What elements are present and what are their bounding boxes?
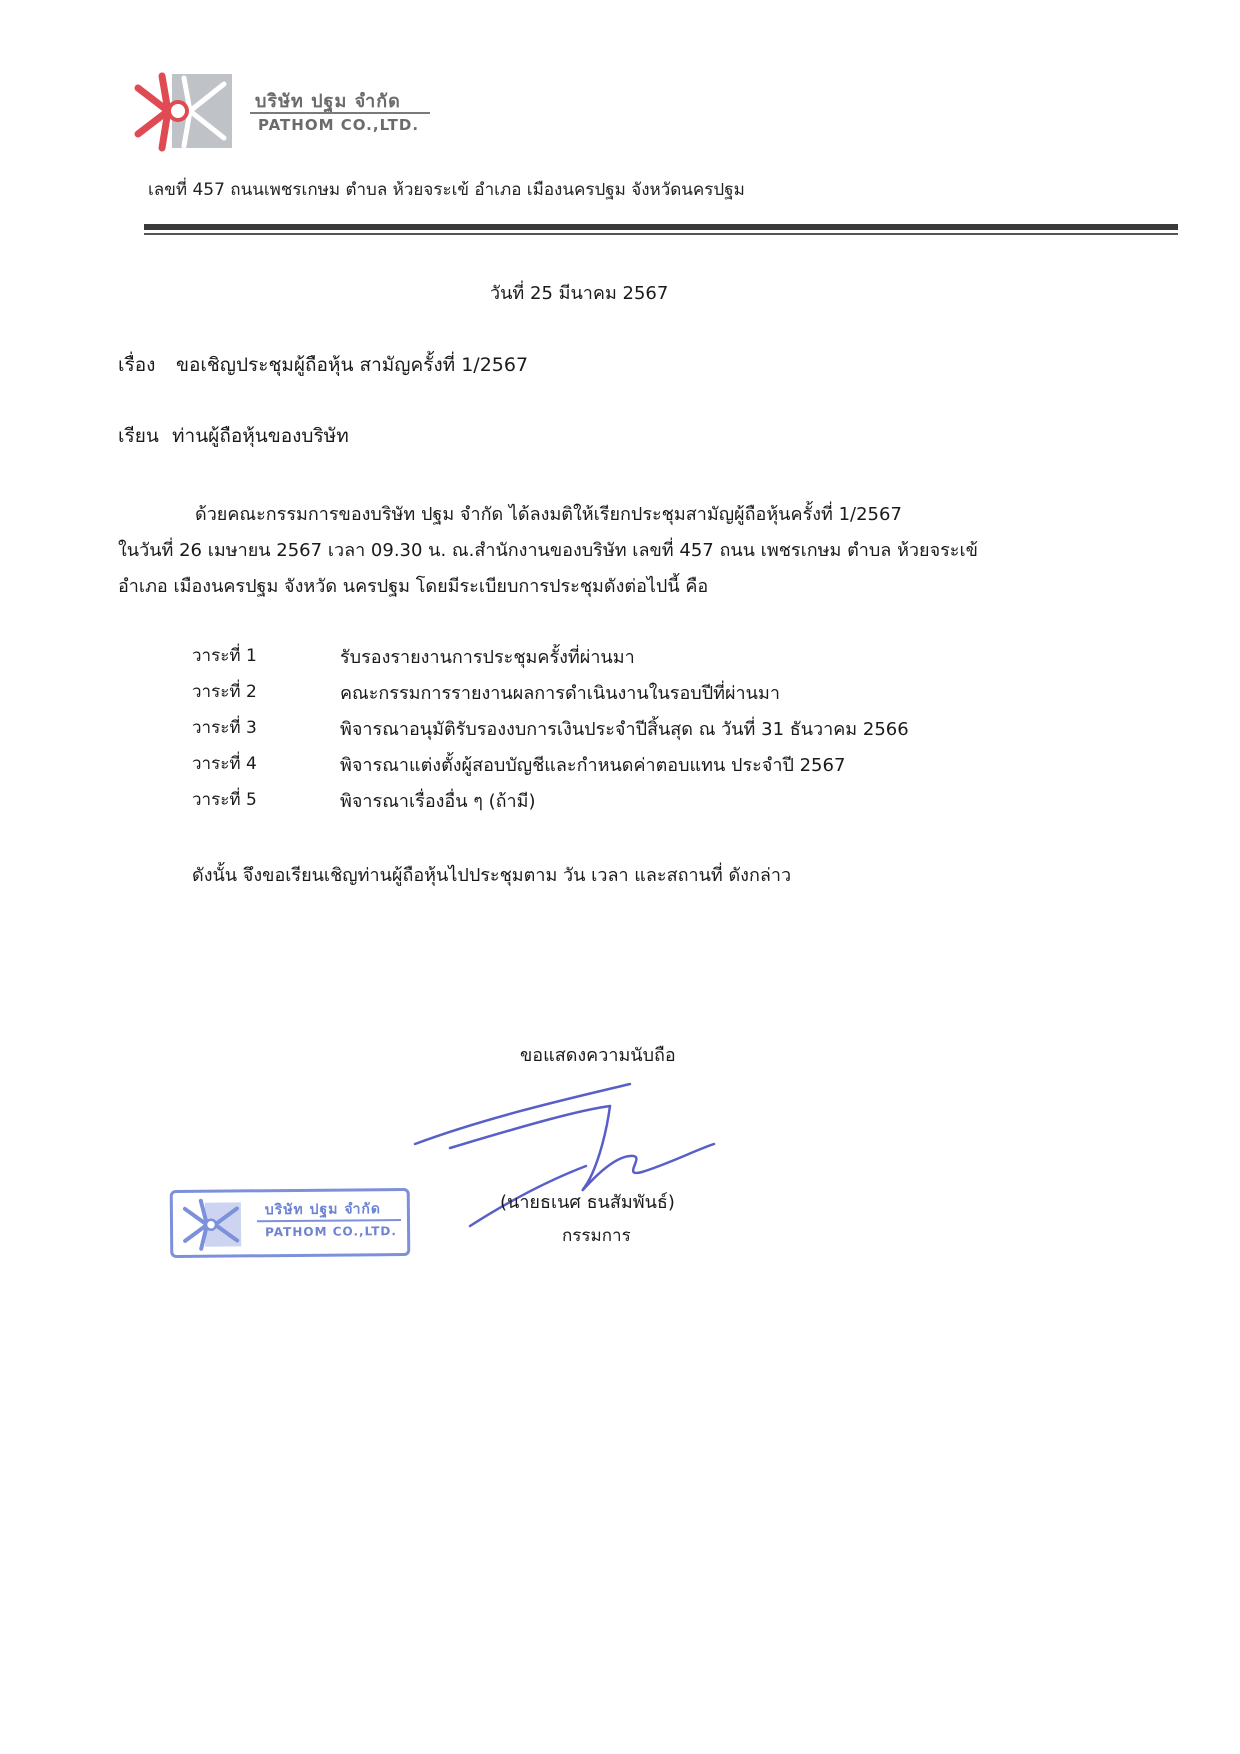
- agenda-text: พิจารณาเรื่องอื่น ๆ (ถ้ามี): [340, 791, 536, 812]
- recipient-text: ท่านผู้ถือหุ้นของบริษัท: [172, 425, 349, 447]
- company-address: เลขที่ 457 ถนนเพชรเกษม ตำบล ห้วยจระเข้ อำเภอ เมืองนครปฐม จังหวัดนครปฐม: [148, 180, 745, 200]
- body-line-3: อำเภอ เมืองนครปฐม จังหวัด นครปฐม โดยมีระเบียบการประชุมดังต่อไปนี้ คือ: [118, 576, 709, 597]
- signer-position: กรรมการ: [562, 1226, 631, 1246]
- agenda-text: รับรองรายงานการประชุมครั้งที่ผ่านมา: [340, 647, 635, 668]
- header-rule-thick: [144, 224, 1178, 230]
- logo-company-name-en: PATHOM CO.,LTD.: [258, 116, 420, 134]
- agenda-number: วาระที่ 2: [192, 682, 257, 702]
- stamp-company-name-en: PATHOM CO.,LTD.: [265, 1224, 397, 1240]
- company-logo-icon: [128, 66, 238, 156]
- agenda-number: วาระที่ 1: [192, 646, 257, 666]
- stamp-company-name-th: บริษัท ปฐม จำกัด: [264, 1201, 382, 1219]
- closing-text: ดังนั้น จึงขอเรียนเชิญท่านผู้ถือหุ้นไปประชุมตาม วัน เวลา และสถานที่ ดังกล่าว: [192, 865, 792, 886]
- regards-text: ขอแสดงความนับถือ: [520, 1045, 676, 1066]
- agenda-text: พิจารณาแต่งตั้งผู้สอบบัญชีและกำหนดค่าตอบแทน ประจำปี 2567: [340, 755, 846, 776]
- subject-text: ขอเชิญประชุมผู้ถือหุ้น สามัญครั้งที่ 1/2567: [176, 354, 529, 376]
- company-stamp: [170, 1188, 411, 1258]
- letter-date: วันที่ 25 มีนาคม 2567: [490, 283, 669, 304]
- stamp-divider: [257, 1219, 401, 1222]
- agenda-text: คณะกรรมการรายงานผลการดำเนินงานในรอบปีที่ผ่านมา: [340, 683, 780, 704]
- recipient-label: เรียน: [118, 425, 159, 447]
- stamp-logo-icon: [179, 1196, 245, 1253]
- agenda-text: พิจารณาอนุมัติรับรองงบการเงินประจำปีสิ้นสุด ณ วันที่ 31 ธันวาคม 2566: [340, 719, 909, 740]
- logo-company-name-th: บริษัท ปฐม จำกัด: [255, 91, 401, 112]
- header-rule-thin: [144, 233, 1178, 235]
- agenda-number: วาระที่ 3: [192, 718, 257, 738]
- logo-divider: [250, 112, 430, 114]
- agenda-number: วาระที่ 5: [192, 790, 257, 810]
- body-line-1: ด้วยคณะกรรมการของบริษัท ปฐม จำกัด ได้ลงมติให้เรียกประชุมสามัญผู้ถือหุ้นครั้งที่ 1/2567: [195, 504, 902, 525]
- signer-name: (นายธเนศ ธนสัมพันธ์): [500, 1192, 675, 1213]
- agenda-number: วาระที่ 4: [192, 754, 257, 774]
- subject-label: เรื่อง: [118, 354, 156, 376]
- body-line-2: ในวันที่ 26 เมษายน 2567 เวลา 09.30 น. ณ.สำนักงานของบริษัท เลขที่ 457 ถนน เพชรเกษม ตำบล ห้วยจระเข้: [118, 540, 978, 561]
